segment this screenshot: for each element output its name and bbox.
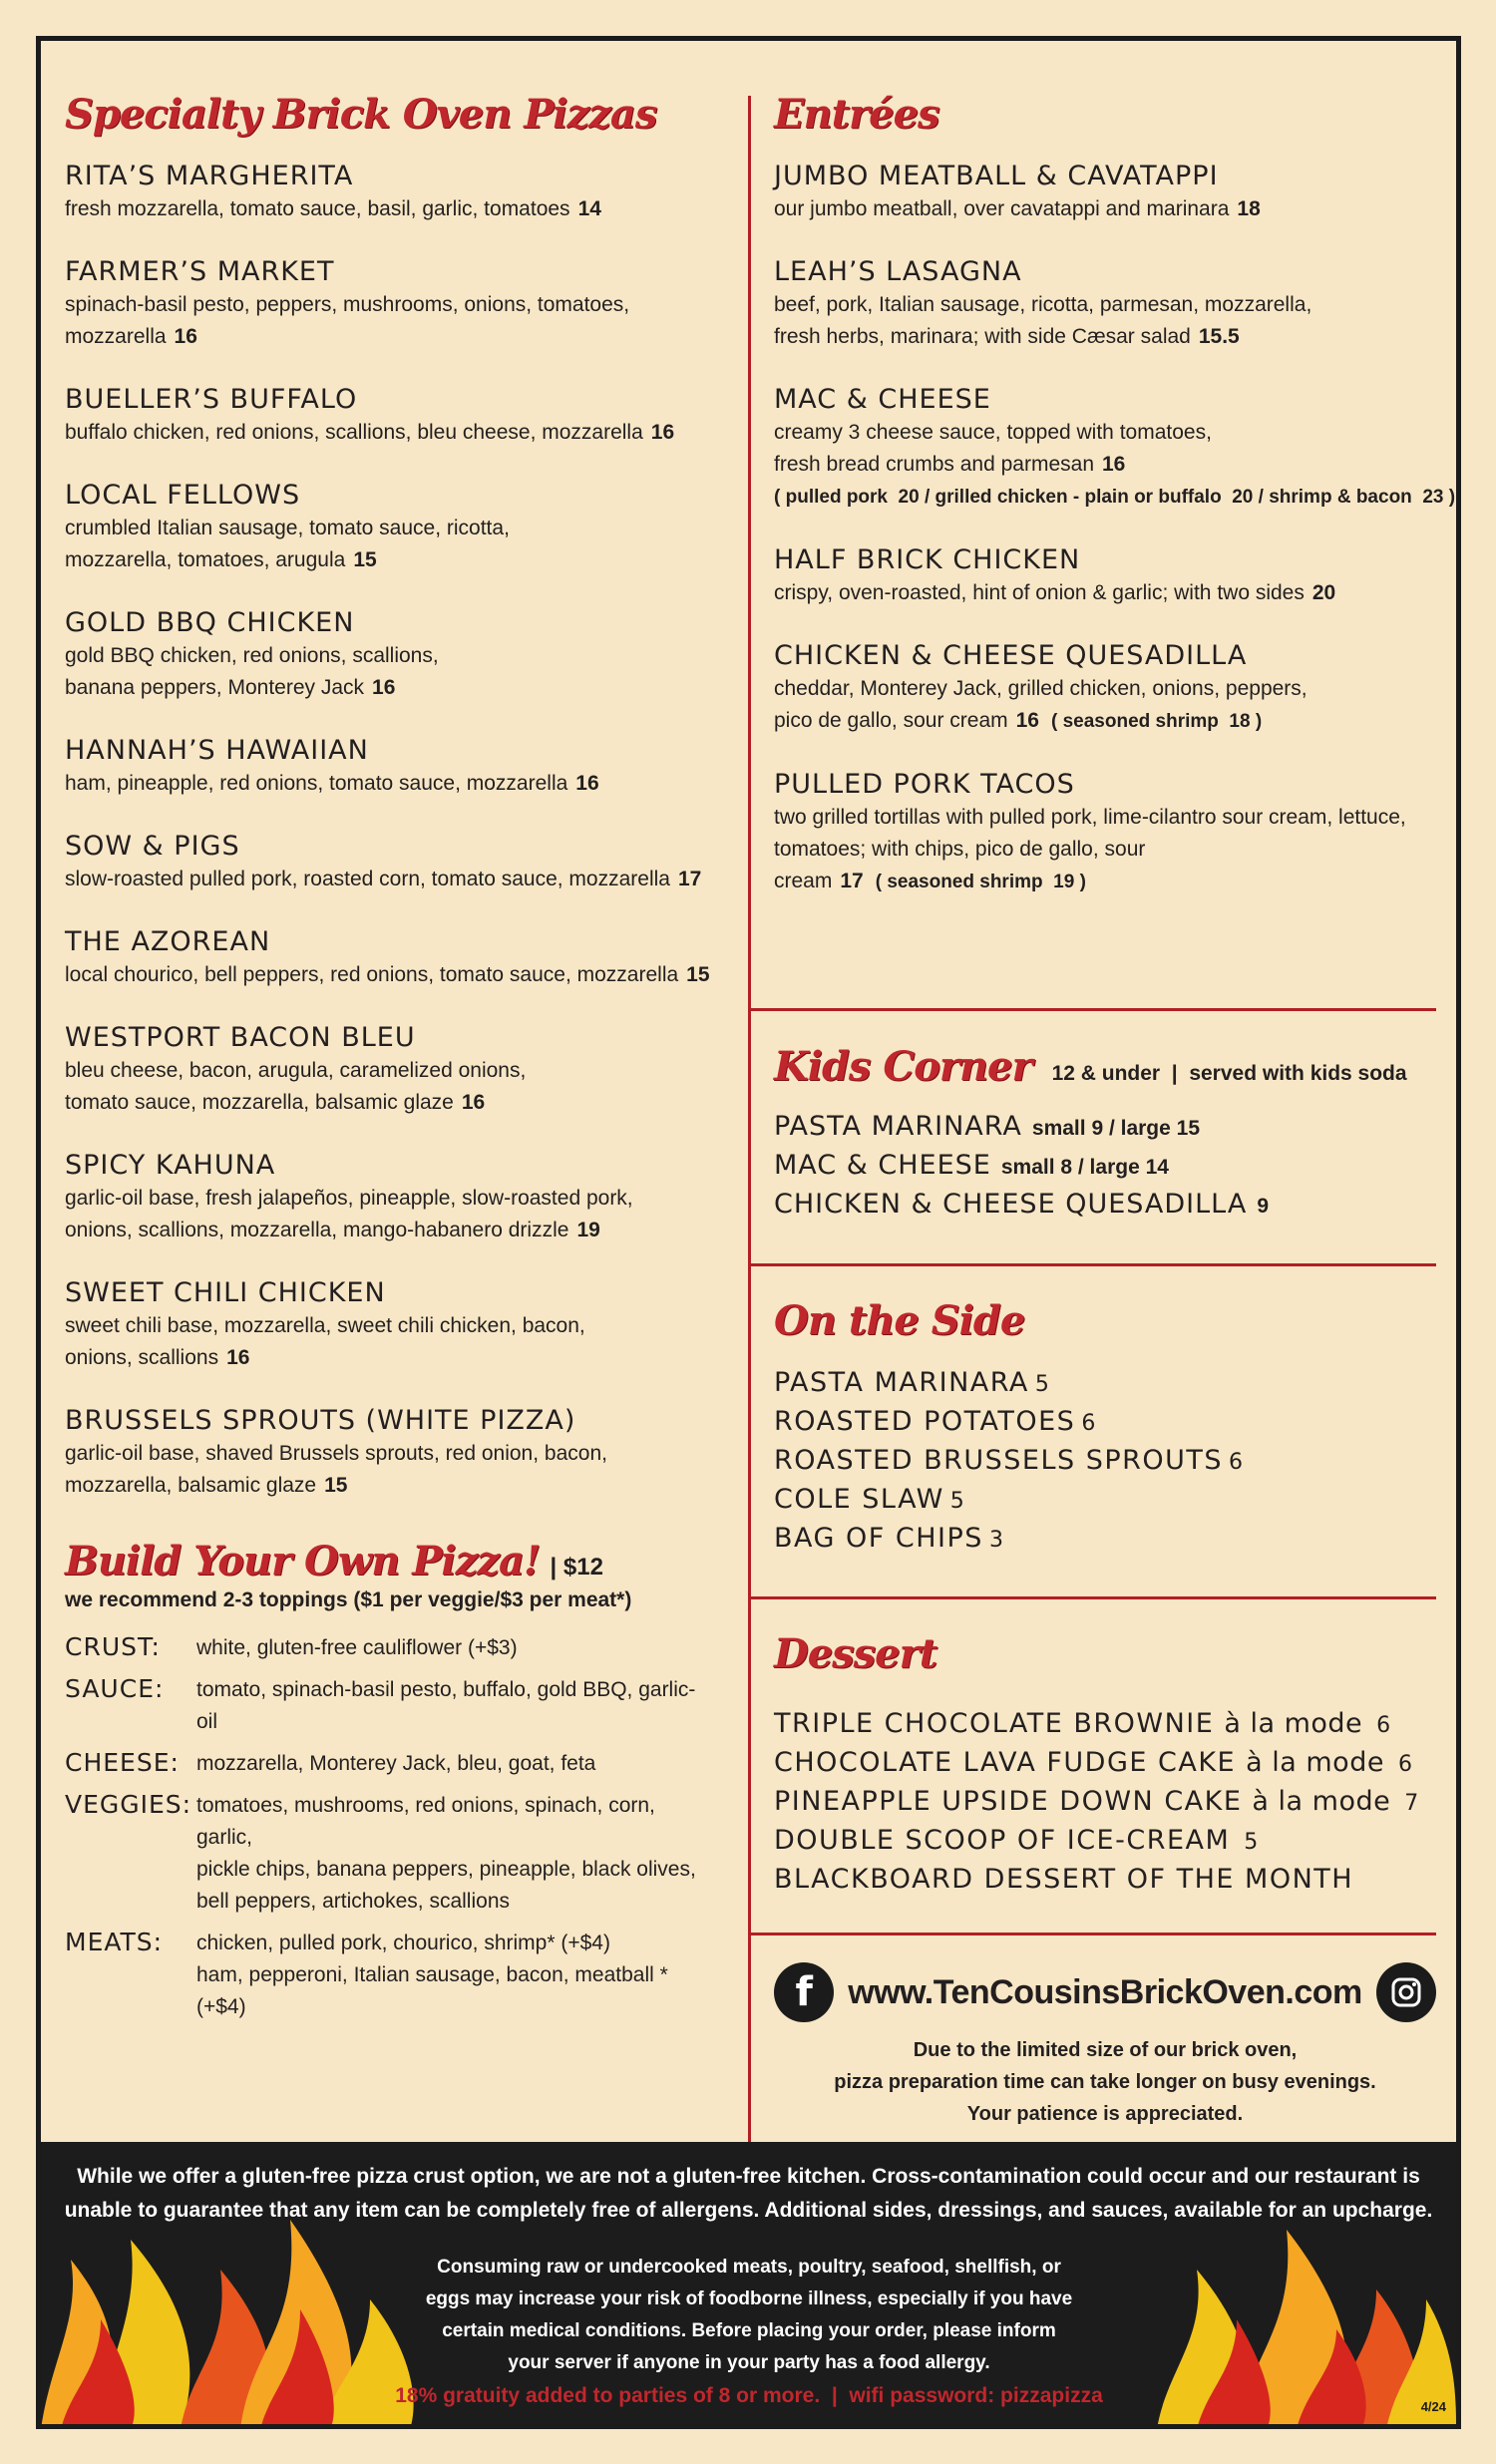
item-desc-line: onions, scallions, mozzarella, mango-habanero drizzle <box>65 1219 569 1241</box>
gluten-line-2: unable to guarantee that any item can be completely free of allergens. Additional sides, dressings, and sauces, available for an upcharge. <box>64 2199 1433 2222</box>
notice-line-2: pizza preparation time can take longer on busy evenings. <box>834 2071 1376 2093</box>
item-desc-line: buffalo chicken, red onions, scallions, bleu cheese, mozzarella <box>65 421 643 444</box>
divider-contact <box>748 1933 1436 1936</box>
item-name: MAC & CHEESE <box>774 384 991 415</box>
raw-line-2: eggs may increase your risk of foodborne illness, especially if you have <box>425 2288 1073 2309</box>
item-desc-line: garlic-oil base, shaved Brussels sprouts, red onion, bacon, <box>65 1442 607 1465</box>
item-price: 16 <box>174 325 197 348</box>
item-addon: ( seasoned shrimp 19 ) <box>875 872 1086 892</box>
side-item-price: 6 <box>1081 1411 1096 1436</box>
item-price: 16 <box>575 772 599 795</box>
item-name: THE AZOREAN <box>65 926 271 957</box>
dessert-item-price: 5 <box>1244 1830 1259 1855</box>
item-name: FARMER’S MARKET <box>65 256 335 287</box>
item-name: JUMBO MEATBALL & CAVATAPPI <box>774 161 1219 191</box>
item-desc-line: mozzarella, tomatoes, arugula <box>65 548 346 571</box>
byo-value-line: tomato, spinach-basil pesto, buffalo, gold BBQ, garlic-oil <box>196 1678 696 1733</box>
menu-item <box>65 1149 753 1246</box>
dessert-item-price: 6 <box>1376 1713 1391 1738</box>
byo-value <box>196 1928 715 2023</box>
column-divider <box>748 96 751 2170</box>
item-name: LEAH’S LASAGNA <box>774 256 1022 287</box>
divider-sides <box>748 1263 1436 1266</box>
menu-item <box>65 1404 753 1502</box>
item-name: HALF BRICK CHICKEN <box>774 544 1081 575</box>
item-price: 15 <box>353 548 377 571</box>
side-item-price: 5 <box>949 1489 964 1514</box>
dessert-item <box>774 1861 1436 1898</box>
item-price: 16 <box>650 421 675 444</box>
item-price: 16 <box>372 676 396 699</box>
dessert-section <box>774 1630 1436 1898</box>
byo-label: VEGGIES: <box>65 1790 192 1819</box>
item-desc-line: tomatoes; with chips, pico de gallo, sour cream <box>774 838 1146 892</box>
kids-item-price: 9 <box>1257 1195 1270 1218</box>
item-price: 14 <box>577 197 601 220</box>
byo-value-line: ham, pepperoni, Italian sausage, bacon, meatball * (+$4) <box>196 1963 668 2018</box>
item-desc <box>774 193 1436 225</box>
menu-item <box>65 383 753 449</box>
byo-value-line: bell peppers, artichokes, scallions <box>196 1890 510 1913</box>
kids-item-name: CHICKEN & CHEESE QUESADILLA <box>774 1189 1248 1220</box>
menu-item <box>65 925 753 991</box>
byo-section <box>65 1538 753 2023</box>
side-item <box>774 1481 1436 1520</box>
item-desc <box>65 1310 743 1374</box>
menu-item <box>65 606 753 704</box>
dessert-item-name: BLACKBOARD DESSERT OF THE MONTH <box>774 1864 1354 1895</box>
byo-row <box>65 1748 753 1780</box>
divider-kids <box>748 1008 1436 1011</box>
item-desc-line: ham, pineapple, red onions, tomato sauce, mozzarella <box>65 772 568 795</box>
side-item <box>774 1442 1436 1481</box>
item-desc-line: our jumbo meatball, over cavatappi and marinara <box>774 197 1230 220</box>
dessert-item-suffix: à la mode <box>1224 1708 1363 1739</box>
byo-value-line: pickle chips, banana peppers, pineapple, black olives, <box>196 1858 696 1881</box>
item-name: PULLED PORK TACOS <box>774 769 1075 800</box>
byo-value <box>196 1632 715 1664</box>
entree-item <box>774 639 1436 738</box>
kids-item <box>774 1147 1436 1186</box>
entree-item <box>774 543 1436 609</box>
dessert-item-suffix: à la mode <box>1252 1786 1391 1817</box>
dessert-item <box>774 1822 1436 1861</box>
byo-title: Build Your Own Pizza! <box>65 1538 541 1584</box>
dessert-item <box>774 1783 1436 1822</box>
menu-frame <box>36 36 1461 2429</box>
kids-title: Kids Corner <box>774 1043 1032 1090</box>
dessert-list <box>774 1705 1436 1898</box>
byo-value <box>196 1674 715 1738</box>
footer <box>41 2142 1456 2424</box>
byo-value-line: tomatoes, mushrooms, red onions, spinach, corn, garlic, <box>196 1794 655 1849</box>
menu-item <box>65 734 753 800</box>
item-price: 15.5 <box>1198 325 1240 348</box>
kids-note: 12 & under | served with kids soda <box>1051 1062 1407 1085</box>
item-desc-line: slow-roasted pulled pork, roasted corn, tomato sauce, mozzarella <box>65 868 670 890</box>
raw-line-3: certain medical conditions. Before placing your order, please inform <box>442 2320 1056 2341</box>
item-desc <box>774 673 1436 738</box>
item-price: 20 <box>1311 581 1336 604</box>
item-desc <box>774 577 1436 609</box>
item-desc-line: crumbled Italian sausage, tomato sauce, ricotta, <box>65 517 510 539</box>
item-desc-line: bleu cheese, bacon, arugula, caramelized onions, <box>65 1059 527 1082</box>
menu-item <box>65 1021 753 1119</box>
item-price: 15 <box>686 963 710 986</box>
entree-list <box>774 160 1456 898</box>
item-desc <box>65 1438 743 1502</box>
kids-item <box>774 1186 1436 1225</box>
byo-value <box>196 1790 715 1918</box>
sides-title: On the Side <box>774 1297 1025 1344</box>
item-desc-line: mozzarella <box>65 325 167 348</box>
item-name: SWEET CHILI CHICKEN <box>65 1277 386 1308</box>
item-desc-line: fresh bread crumbs and parmesan <box>774 453 1094 476</box>
item-name: HANNAH’S HAWAIIAN <box>65 735 369 766</box>
kids-section <box>774 1043 1436 1225</box>
item-desc <box>65 959 743 991</box>
item-desc-line: tomato sauce, mozzarella, balsamic glaze <box>65 1091 454 1114</box>
dessert-item-name: TRIPLE CHOCOLATE BROWNIE <box>774 1708 1215 1739</box>
item-name: SPICY KAHUNA <box>65 1150 276 1181</box>
raw-line-1: Consuming raw or undercooked meats, poultry, seafood, shellfish, or <box>437 2257 1061 2278</box>
item-addon: ( seasoned shrimp 18 ) <box>1050 711 1263 732</box>
side-item-name: ROASTED BRUSSELS SPROUTS <box>774 1445 1224 1476</box>
item-desc-line: sweet chili base, mozzarella, sweet chili chicken, bacon, <box>65 1314 585 1337</box>
menu-item <box>65 830 753 895</box>
facebook-icon[interactable]: f <box>774 1962 834 2022</box>
kids-item-name: MAC & CHEESE <box>774 1150 991 1181</box>
byo-label: CRUST: <box>65 1632 161 1661</box>
side-item <box>774 1364 1436 1403</box>
entree-item <box>774 255 1436 353</box>
entree-item <box>774 160 1436 225</box>
byo-value-line: mozzarella, Monterey Jack, bleu, goat, feta <box>196 1752 596 1775</box>
notice-line-3: Your patience is appreciated. <box>966 2103 1244 2125</box>
item-desc <box>65 1183 743 1246</box>
item-desc-line: crispy, oven-roasted, hint of onion & garlic; with two sides <box>774 581 1305 604</box>
gluten-line-1: While we offer a gluten-free pizza crust option, we are not a gluten-free kitchen. Cross-contamination could occur and our restaurant is <box>77 2165 1420 2188</box>
dessert-item-suffix: à la mode <box>1246 1747 1384 1778</box>
kids-item <box>774 1108 1436 1147</box>
item-price: 16 <box>461 1091 486 1114</box>
notice-line-1: Due to the limited size of our brick oven, <box>913 2039 1298 2061</box>
dessert-item-name: DOUBLE SCOOP OF ICE-CREAM <box>774 1825 1231 1856</box>
kids-item-price: small 9 / large 15 <box>1031 1117 1201 1140</box>
item-price: 17 <box>840 870 864 892</box>
instagram-icon[interactable] <box>1376 1962 1436 2022</box>
pizzas-title: Specialty Brick Oven Pizzas <box>65 91 657 138</box>
item-price: 19 <box>576 1219 600 1241</box>
item-name: RITA’S MARGHERITA <box>65 161 354 191</box>
side-item-name: ROASTED POTATOES <box>774 1406 1076 1437</box>
dessert-item-name: PINEAPPLE UPSIDE DOWN CAKE <box>774 1786 1243 1817</box>
item-price: 16 <box>1015 709 1039 732</box>
item-name: CHICKEN & CHEESE QUESADILLA <box>774 640 1248 671</box>
byo-label: SAUCE: <box>65 1674 165 1703</box>
version-label: 4/24 <box>1420 2399 1446 2414</box>
item-price: 16 <box>226 1346 250 1369</box>
item-desc <box>774 289 1436 353</box>
item-desc <box>65 1055 743 1119</box>
item-desc-line: cheddar, Monterey Jack, grilled chicken, onions, peppers, <box>774 677 1308 700</box>
item-desc <box>65 417 743 449</box>
item-desc <box>65 768 743 800</box>
byo-label: CHEESE: <box>65 1748 180 1777</box>
item-desc-line: two grilled tortillas with pulled pork, lime-cilantro sour cream, lettuce, <box>774 806 1406 829</box>
gratuity-wifi: 18% gratuity added to parties of 8 or more. | wifi password: pizzapizza <box>395 2384 1103 2407</box>
kids-item-name: PASTA MARINARA <box>774 1111 1022 1142</box>
divider-dessert <box>748 1596 1436 1599</box>
menu-item <box>65 479 753 576</box>
menu-item <box>65 160 753 225</box>
entree-item <box>774 383 1456 514</box>
item-desc-line: fresh herbs, marinara; with side Cæsar salad <box>774 325 1191 348</box>
byo-value-line: white, gluten-free cauliflower (+$3) <box>196 1636 518 1659</box>
item-desc <box>774 802 1436 898</box>
byo-value-line: chicken, pulled pork, chourico, shrimp* (+$4) <box>196 1932 610 1954</box>
byo-row <box>65 1632 753 1664</box>
item-name: GOLD BBQ CHICKEN <box>65 607 355 638</box>
item-desc-line: creamy 3 cheese sauce, topped with tomatoes, <box>774 421 1212 444</box>
dessert-item <box>774 1744 1436 1783</box>
kids-item-price: small 8 / large 14 <box>1000 1156 1169 1179</box>
item-desc <box>65 864 743 895</box>
sides-section <box>774 1297 1436 1559</box>
byo-rows <box>65 1632 753 2023</box>
item-price: 15 <box>324 1474 348 1497</box>
byo-row <box>65 1928 753 2023</box>
dessert-item-name: CHOCOLATE LAVA FUDGE CAKE <box>774 1747 1237 1778</box>
dessert-title: Dessert <box>774 1630 937 1677</box>
website-link[interactable]: www.TenCousinsBrickOven.com <box>848 1972 1362 2011</box>
byo-value <box>196 1748 715 1780</box>
item-desc-line: spinach-basil pesto, peppers, mushrooms, onions, tomatoes, <box>65 293 630 316</box>
item-desc-line: garlic-oil base, fresh jalapeños, pineapple, slow-roasted pork, <box>65 1187 633 1210</box>
item-desc <box>774 417 1456 514</box>
item-name: BRUSSELS SPROUTS (WHITE PIZZA) <box>65 1405 576 1436</box>
contact-section <box>774 1962 1436 2130</box>
menu-item <box>65 255 753 353</box>
kids-list <box>774 1108 1436 1225</box>
dessert-item <box>774 1705 1436 1744</box>
side-item-name: PASTA MARINARA <box>774 1367 1029 1398</box>
raw-line-4: your server if anyone in your party has a food allergy. <box>508 2352 990 2373</box>
side-item <box>774 1403 1436 1442</box>
dessert-item-price: 6 <box>1397 1752 1412 1777</box>
item-desc-line: banana peppers, Monterey Jack <box>65 676 365 699</box>
item-desc-line: onions, scallions <box>65 1346 219 1369</box>
byo-price: | $12 <box>550 1554 603 1581</box>
item-desc-line: pico de gallo, sour cream <box>774 709 1008 732</box>
item-desc-line: local chourico, bell peppers, red onions, tomato sauce, mozzarella <box>65 963 679 986</box>
byo-label: MEATS: <box>65 1928 164 1956</box>
side-item-price: 3 <box>988 1528 1003 1553</box>
entrees-title: Entrées <box>774 91 939 138</box>
side-item <box>774 1520 1436 1559</box>
item-desc-line: fresh mozzarella, tomato sauce, basil, garlic, tomatoes <box>65 197 570 220</box>
side-item-name: BAG OF CHIPS <box>774 1523 983 1554</box>
flames-right-icon <box>1157 2200 1456 2424</box>
menu-item <box>65 1276 753 1374</box>
item-name: BUELLER’S BUFFALO <box>65 384 358 415</box>
byo-recommend: we recommend 2-3 toppings ($1 per veggie/$3 per meat*) <box>65 1588 632 1611</box>
item-name: WESTPORT BACON BLEU <box>65 1022 416 1053</box>
left-column <box>65 91 753 2033</box>
pizza-list <box>65 160 753 1502</box>
item-desc <box>65 640 743 704</box>
item-price: 16 <box>1102 453 1126 476</box>
item-name: LOCAL FELLOWS <box>65 480 301 511</box>
item-desc <box>65 513 743 576</box>
item-desc-line: gold BBQ chicken, red onions, scallions, <box>65 644 439 667</box>
item-name: SOW & PIGS <box>65 831 240 862</box>
item-price: 17 <box>677 868 702 890</box>
item-desc <box>65 289 743 353</box>
byo-row <box>65 1790 753 1918</box>
item-price: 18 <box>1237 197 1261 220</box>
item-desc-line: mozzarella, balsamic glaze <box>65 1474 317 1497</box>
entree-item <box>774 768 1436 898</box>
item-addon: ( pulled pork 20 / grilled chicken - plain or buffalo 20 / shrimp & bacon 23 ) <box>774 487 1456 508</box>
item-desc-line: beef, pork, Italian sausage, ricotta, parmesan, mozzarella, <box>774 293 1312 316</box>
item-desc <box>65 193 743 225</box>
side-item-name: COLE SLAW <box>774 1484 944 1515</box>
byo-row <box>65 1674 753 1738</box>
side-item-price: 5 <box>1034 1372 1049 1397</box>
dessert-item-price: 7 <box>1404 1791 1419 1816</box>
side-item-price: 6 <box>1229 1450 1244 1475</box>
sides-list <box>774 1364 1436 1559</box>
